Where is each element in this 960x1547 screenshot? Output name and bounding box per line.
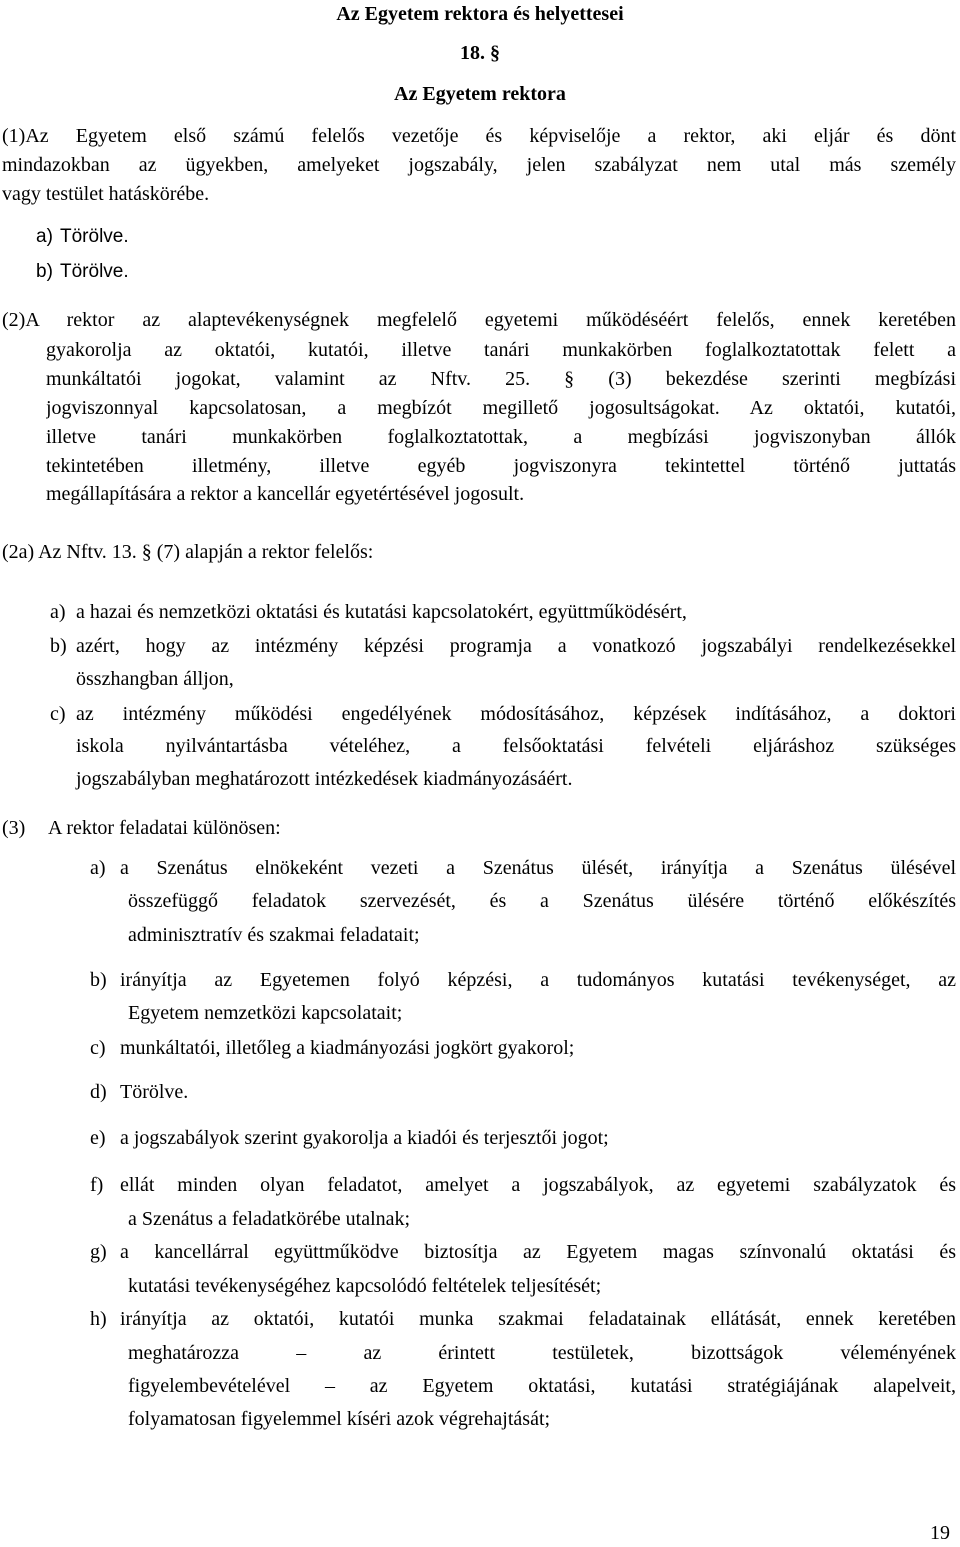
list-item-label: f) — [90, 1174, 104, 1196]
list-item-label: c) — [50, 703, 66, 725]
list-item-label: g) — [90, 1241, 107, 1263]
list-item-text: összhangban álljon, — [76, 668, 234, 690]
list-item-label: a) — [36, 226, 53, 247]
list-item-text: ellát minden olyan feladatot, amelyet a jogszabályok, az egyetemi szabályzatok és — [120, 1174, 956, 1196]
list-item-text: adminisztratív és szakmai feladatait; — [128, 924, 420, 946]
list-item-text: Egyetem nemzetközi kapcsolatait; — [128, 1002, 403, 1024]
paragraph-2-line: tekintetében illetmény, illetve egyéb jogviszonyra tekintettel történő juttatás — [46, 455, 956, 477]
list-item-text: Törölve. — [60, 261, 129, 282]
paragraph-3-intro: A rektor feladatai különösen: — [48, 817, 281, 839]
paragraph-2-line: munkáltatói jogokat, valamint az Nftv. 25. § (3) bekezdése szerinti megbízási — [46, 368, 956, 390]
list-item-text: Törölve. — [60, 226, 129, 247]
list-item-label: a) — [90, 857, 106, 879]
paragraph-2-line: jogviszonnyal kapcsolatosan, a megbízót megillető jogosultságokat. Az oktatói, kutatói, — [46, 397, 956, 419]
list-item-label: b) — [90, 969, 107, 991]
list-item-text: irányítja az Egyetemen folyó képzési, a tudományos kutatási tevékenységet, az — [120, 969, 956, 991]
list-item-label: b) — [36, 261, 53, 282]
paragraph-3-label: (3) — [2, 817, 26, 839]
list-item-text: azért, hogy az intézmény képzési programja a vonatkozó jogszabályi rendelkezésekkel — [76, 635, 956, 657]
paragraph-1-line: vagy testület hatáskörébe. — [2, 183, 210, 205]
paragraph-1-line: (1)Az Egyetem első számú felelős vezetője és képviselője a rektor, aki eljár és dönt — [2, 125, 956, 147]
list-item-text: összefüggő feladatok szervezését, és a Szenátus ülésére történő előkészítés — [128, 890, 956, 912]
list-item-text: kutatási tevékenységéhez kapcsolódó feltételek teljesítését; — [128, 1275, 602, 1297]
list-item-text: meghatározza – az érintett testületek, bizottságok véleményének — [128, 1342, 956, 1364]
paragraph-2-line: megállapítására a rektor a kancellár egyetértésével jogosult. — [46, 483, 525, 505]
list-item-label: e) — [90, 1127, 106, 1149]
list-item-text: a Szenátus elnökeként vezeti a Szenátus ülését, irányítja a Szenátus ülésével — [120, 857, 956, 879]
paragraph-2-line: illetve tanári munkakörben foglalkoztatottak, a megbízási jogviszonyban állók — [46, 426, 956, 448]
list-item-text: az intézmény működési engedélyének módosításához, képzések indításához, a doktori — [76, 703, 956, 725]
list-item-text: iskola nyilvántartásba vételéhez, a felsőoktatási felvételi eljáráshoz szükséges — [76, 735, 956, 757]
section-title: Az Egyetem rektora — [394, 83, 566, 105]
list-item-text: folyamatosan figyelemmel kíséri azok végrehajtását; — [128, 1408, 551, 1430]
list-item-text: a hazai és nemzetközi oktatási és kutatási kapcsolatokért, együttműködésért, — [76, 601, 687, 623]
list-item-label: a) — [50, 601, 66, 623]
document-title: Az Egyetem rektora és helyettesei — [336, 3, 624, 25]
list-item-text: jogszabályban meghatározott intézkedések kiadmányozásáért. — [76, 768, 573, 790]
paragraph-2a-intro: (2a) Az Nftv. 13. § (7) alapján a rektor felelős: — [2, 541, 374, 563]
list-item-text: a jogszabályok szerint gyakorolja a kiadói és terjesztői jogot; — [120, 1127, 609, 1149]
page-number: 19 — [930, 1522, 950, 1544]
list-item-label: c) — [90, 1037, 106, 1059]
list-item-text: irányítja az oktatói, kutatói munka szakmai feladatainak ellátását, ennek keretében — [120, 1308, 956, 1330]
paragraph-2-line: (2)A rektor az alaptevékenységnek megfelelő egyetemi működéséért felelős, ennek keretében — [2, 309, 956, 331]
list-item-label: h) — [90, 1308, 107, 1330]
list-item-label: b) — [50, 635, 67, 657]
list-item-label: d) — [90, 1081, 107, 1103]
list-item-text: a Szenátus a feladatkörébe utalnak; — [128, 1208, 411, 1230]
paragraph-2-line: gyakorolja az oktatói, kutatói, illetve tanári munkakörben foglalkoztatottak felett a — [46, 339, 956, 361]
list-item-text: figyelembevételével – az Egyetem oktatási, kutatási stratégiájának alapelveit, — [128, 1375, 956, 1397]
list-item-text: a kancellárral együttműködve biztosítja az Egyetem magas színvonalú oktatási és — [120, 1241, 956, 1263]
section-number: 18. § — [460, 42, 500, 64]
list-item-text: munkáltatói, illetőleg a kiadmányozási jogkört gyakorol; — [120, 1037, 575, 1059]
paragraph-1-line: mindazokban az ügyekben, amelyeket jogszabály, jelen szabályzat nem utal más személy — [2, 154, 956, 176]
list-item-text: Törölve. — [120, 1081, 189, 1103]
